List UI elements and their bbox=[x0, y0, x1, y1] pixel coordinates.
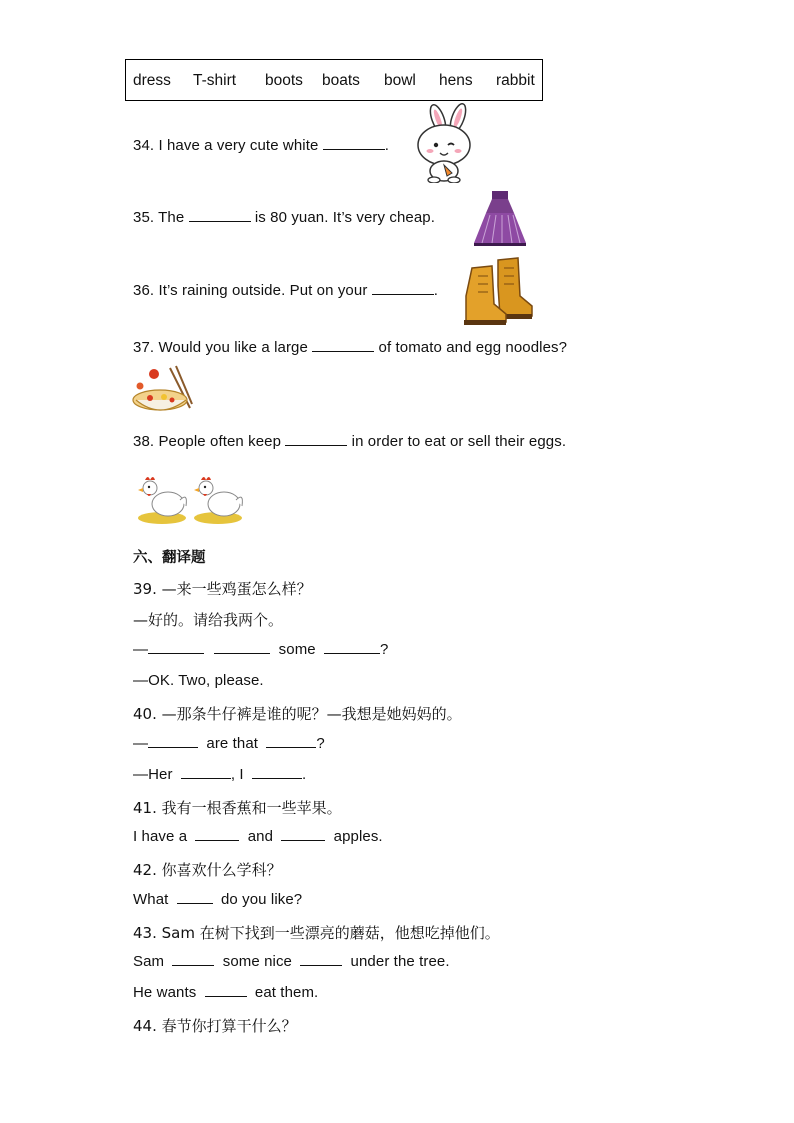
word-bank-box bbox=[125, 59, 543, 101]
question-37 bbox=[133, 339, 567, 356]
rabbit-icon bbox=[410, 103, 480, 183]
question-text: I have a bbox=[133, 828, 188, 845]
question-text: apples. bbox=[333, 828, 383, 845]
question-36 bbox=[133, 282, 438, 299]
question-text: The bbox=[158, 209, 185, 226]
question-number: 43. bbox=[133, 924, 157, 942]
question-number: 39. bbox=[133, 580, 157, 598]
answer-blank[interactable] bbox=[195, 828, 239, 841]
question-text: is 80 yuan. It’s very cheap. bbox=[254, 209, 435, 226]
question-text: . bbox=[301, 766, 307, 783]
dress-icon bbox=[472, 189, 528, 247]
answer-blank[interactable] bbox=[148, 735, 198, 748]
question-text: of tomato and egg noodles? bbox=[378, 339, 568, 356]
question-40-en-line2 bbox=[133, 766, 306, 783]
question-text: What bbox=[133, 891, 169, 908]
question-text: It’s raining outside. Put on your bbox=[158, 282, 368, 299]
question-number: 36. bbox=[133, 282, 155, 299]
answer-blank[interactable] bbox=[252, 766, 302, 779]
question-43-en-line1 bbox=[133, 953, 450, 970]
answer-blank[interactable] bbox=[324, 641, 380, 654]
question-40-cn bbox=[133, 703, 462, 724]
answer-blank[interactable] bbox=[285, 433, 347, 446]
word-bank-item: boats bbox=[322, 72, 360, 89]
word-bank-item: boots bbox=[265, 72, 303, 89]
question-text: , I bbox=[230, 766, 244, 783]
question-text: 你喜欢什么学科？ bbox=[161, 861, 282, 879]
question-39-cn-line2: —好的。请给我两个。 bbox=[133, 611, 284, 629]
hens-icon bbox=[134, 470, 246, 528]
question-43-cn bbox=[133, 922, 500, 943]
answer-blank[interactable] bbox=[300, 953, 342, 966]
question-text: do you like? bbox=[220, 891, 303, 908]
answer-blank[interactable] bbox=[205, 984, 247, 997]
question-text: I have a very cute white bbox=[158, 137, 319, 154]
question-number: 34. bbox=[133, 137, 155, 154]
question-41-en bbox=[133, 828, 383, 845]
answer-blank[interactable] bbox=[148, 641, 204, 654]
question-number: 42. bbox=[133, 861, 157, 879]
word-bank-item: rabbit bbox=[496, 72, 535, 89]
question-34 bbox=[133, 137, 389, 154]
question-39-en-line1 bbox=[133, 641, 389, 658]
question-text: in order to eat or sell their eggs. bbox=[351, 433, 567, 450]
question-text: Sam bbox=[133, 953, 165, 970]
question-38 bbox=[133, 433, 566, 450]
question-number: 40. bbox=[133, 705, 157, 723]
question-number: 41. bbox=[133, 799, 157, 817]
word-bank-item: hens bbox=[439, 72, 473, 89]
hen-icon bbox=[138, 477, 186, 524]
noodle-bowl-icon bbox=[130, 364, 194, 418]
question-44-cn bbox=[133, 1015, 297, 1036]
section-title: 六、翻译题 bbox=[133, 550, 206, 566]
question-41-cn bbox=[133, 797, 342, 818]
answer-blank[interactable] bbox=[266, 735, 316, 748]
question-42-en bbox=[133, 891, 302, 908]
question-number: 38. bbox=[133, 433, 155, 450]
answer-blank[interactable] bbox=[177, 891, 213, 904]
question-42-cn bbox=[133, 859, 282, 880]
answer-blank[interactable] bbox=[181, 766, 231, 779]
question-text: People often keep bbox=[158, 433, 282, 450]
dash: — bbox=[133, 735, 149, 752]
question-43-en-line2 bbox=[133, 984, 318, 1001]
answer-blank[interactable] bbox=[172, 953, 214, 966]
question-40-en-line1 bbox=[133, 735, 325, 752]
word-bank-item: T-shirt bbox=[193, 72, 237, 89]
question-number: 35. bbox=[133, 209, 155, 226]
question-text: 我有一根香蕉和一些苹果。 bbox=[161, 799, 342, 817]
question-39-en-line2: —OK. Two, please. bbox=[133, 672, 264, 689]
question-text: ? bbox=[380, 641, 389, 658]
question-text: some bbox=[278, 641, 316, 658]
question-text: —来一些鸡蛋怎么样？ bbox=[161, 580, 312, 598]
hen-icon bbox=[194, 477, 242, 524]
dash: — bbox=[133, 641, 149, 658]
question-35 bbox=[133, 209, 435, 226]
question-text: He wants bbox=[133, 984, 197, 1001]
question-number: 37. bbox=[133, 339, 155, 356]
question-text: 春节你打算干什么？ bbox=[161, 1017, 297, 1035]
question-text: eat them. bbox=[254, 984, 319, 1001]
question-text: some nice bbox=[222, 953, 292, 970]
question-text: —那条牛仔裤是谁的呢？—我想是她妈妈的。 bbox=[161, 705, 462, 723]
question-text: Would you like a large bbox=[158, 339, 308, 356]
question-text: under the tree. bbox=[350, 953, 450, 970]
answer-blank[interactable] bbox=[312, 339, 374, 352]
question-text: ? bbox=[316, 735, 325, 752]
answer-blank[interactable] bbox=[189, 209, 251, 222]
answer-blank[interactable] bbox=[281, 828, 325, 841]
word-bank-item: bowl bbox=[384, 72, 416, 89]
answer-blank[interactable] bbox=[214, 641, 270, 654]
question-text: . bbox=[433, 282, 438, 299]
question-text: Sam 在树下找到一些漂亮的蘑菇，他想吃掉他们。 bbox=[161, 924, 500, 942]
question-39-cn-line1 bbox=[133, 578, 312, 599]
answer-blank[interactable] bbox=[323, 137, 385, 150]
question-text: —Her bbox=[133, 766, 173, 783]
answer-blank[interactable] bbox=[372, 282, 434, 295]
boots-icon bbox=[460, 256, 534, 326]
question-text: and bbox=[247, 828, 274, 845]
word-bank-item: dress bbox=[133, 72, 171, 89]
question-text: . bbox=[384, 137, 389, 154]
question-text: are that bbox=[206, 735, 259, 752]
question-number: 44. bbox=[133, 1017, 157, 1035]
